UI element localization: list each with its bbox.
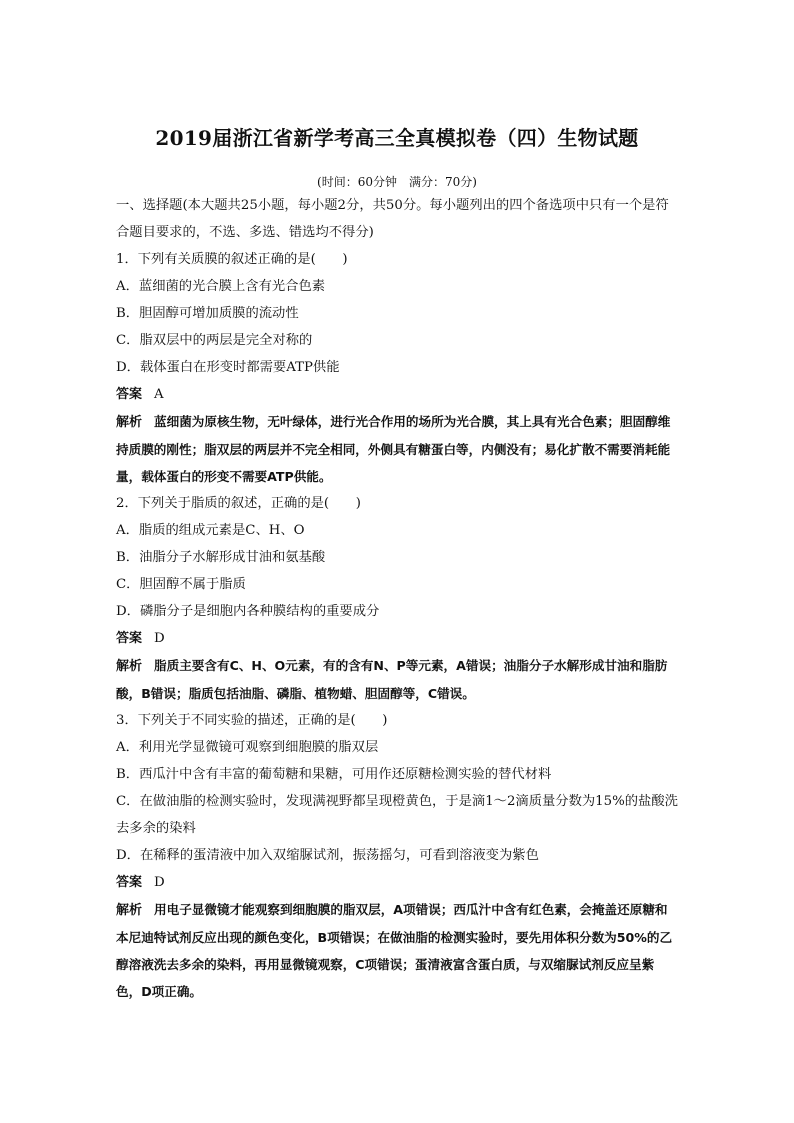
option-b: B．西瓜汁中含有丰富的葡萄糖和果糖，可用作还原糖检测实验的替代材料 [116, 767, 552, 782]
answer-line [116, 381, 678, 408]
answer-label: 答案 [116, 387, 143, 402]
option-b: B．胆固醇可增加质膜的流动性 [116, 306, 299, 321]
option-c: C．在做油脂的检测实验时，发现满视野都呈现橙黄色，于是滴1～2滴质量分数为15%的盐酸洗去多余的染料 [116, 794, 678, 836]
option-d: D．载体蛋白在形变时都需要ATP供能 [116, 360, 340, 375]
answer-line [116, 869, 678, 896]
explain-label: 解析 [116, 903, 143, 918]
page-title: 2019届浙江省新学考高三全真模拟卷（四）生物试题 [155, 126, 639, 150]
explanation [116, 896, 678, 1005]
option-c: C．胆固醇不属于脂质 [116, 577, 246, 592]
answer-value: D [154, 631, 165, 646]
exam-info: (时间：60分钟 满分：70分) [317, 175, 477, 189]
question-2 [116, 490, 678, 707]
option-b: B．油脂分子水解形成甘油和氨基酸 [116, 550, 326, 565]
question-stem: 2．下列关于脂质的叙述，正确的是( ) [116, 496, 361, 511]
answer-value: D [154, 875, 165, 890]
explain-label: 解析 [116, 659, 143, 674]
explanation [116, 408, 678, 490]
option-d: D．磷脂分子是细胞内各种膜结构的重要成分 [116, 604, 380, 619]
explanation-text: 用电子显微镜才能观察到细胞膜的脂双层，A项错误；西瓜汁中含有红色素，会掩盖还原糖和本尼迪特试剂反应出现的颜色变化，B项错误；在做油脂的检测实验时，要先用体积分数为50%的乙醇溶液洗去多余的染料，再用显微镜观察，C项错误；蛋清液富含蛋白质，与双缩脲试剂反应呈紫色，D项正确。 [116, 902, 673, 999]
option-a: A．利用光学显微镜可观察到细胞膜的脂双层 [116, 740, 379, 755]
option-d: D．在稀释的蛋清液中加入双缩脲试剂，振荡摇匀，可看到溶液变为紫色 [116, 848, 539, 863]
exam-page [116, 122, 678, 1005]
answer-label: 答案 [116, 631, 143, 646]
option-c: C．脂双层中的两层是完全对称的 [116, 333, 313, 348]
question-stem: 1．下列有关质膜的叙述正确的是( ) [116, 252, 348, 267]
section-instructions: 一、选择题(本大题共25小题，每小题2分，共50分。每小题列出的四个备选项中只有一个是符合题目要求的，不选、多选、错选均不得分) [116, 198, 669, 240]
question-3 [116, 707, 678, 1005]
answer-line [116, 625, 678, 652]
question-stem: 3．下列关于不同实验的描述，正确的是( ) [116, 713, 388, 728]
explain-label: 解析 [116, 415, 143, 430]
option-a: A．脂质的组成元素是C、H、O [116, 523, 305, 538]
explanation-text: 脂质主要含有C、H、O元素，有的含有N、P等元素，A错误；油脂分子水解形成甘油和脂肪酸，B错误；脂质包括油脂、磷脂、植物蜡、胆固醇等，C错误。 [116, 658, 668, 701]
explanation-text: 蓝细菌为原核生物，无叶绿体，进行光合作用的场所为光合膜，其上具有光合色素；胆固醇维持质膜的刚性；脂双层的两层并不完全相同，外侧具有糖蛋白等，内侧没有；易化扩散不需要消耗能量，载体蛋白的形变不需要ATP供能。 [116, 414, 671, 484]
option-a: A．蓝细菌的光合膜上含有光合色素 [116, 279, 326, 294]
answer-value: A [154, 387, 164, 402]
answer-label: 答案 [116, 875, 143, 890]
explanation [116, 652, 678, 707]
question-1 [116, 246, 678, 490]
